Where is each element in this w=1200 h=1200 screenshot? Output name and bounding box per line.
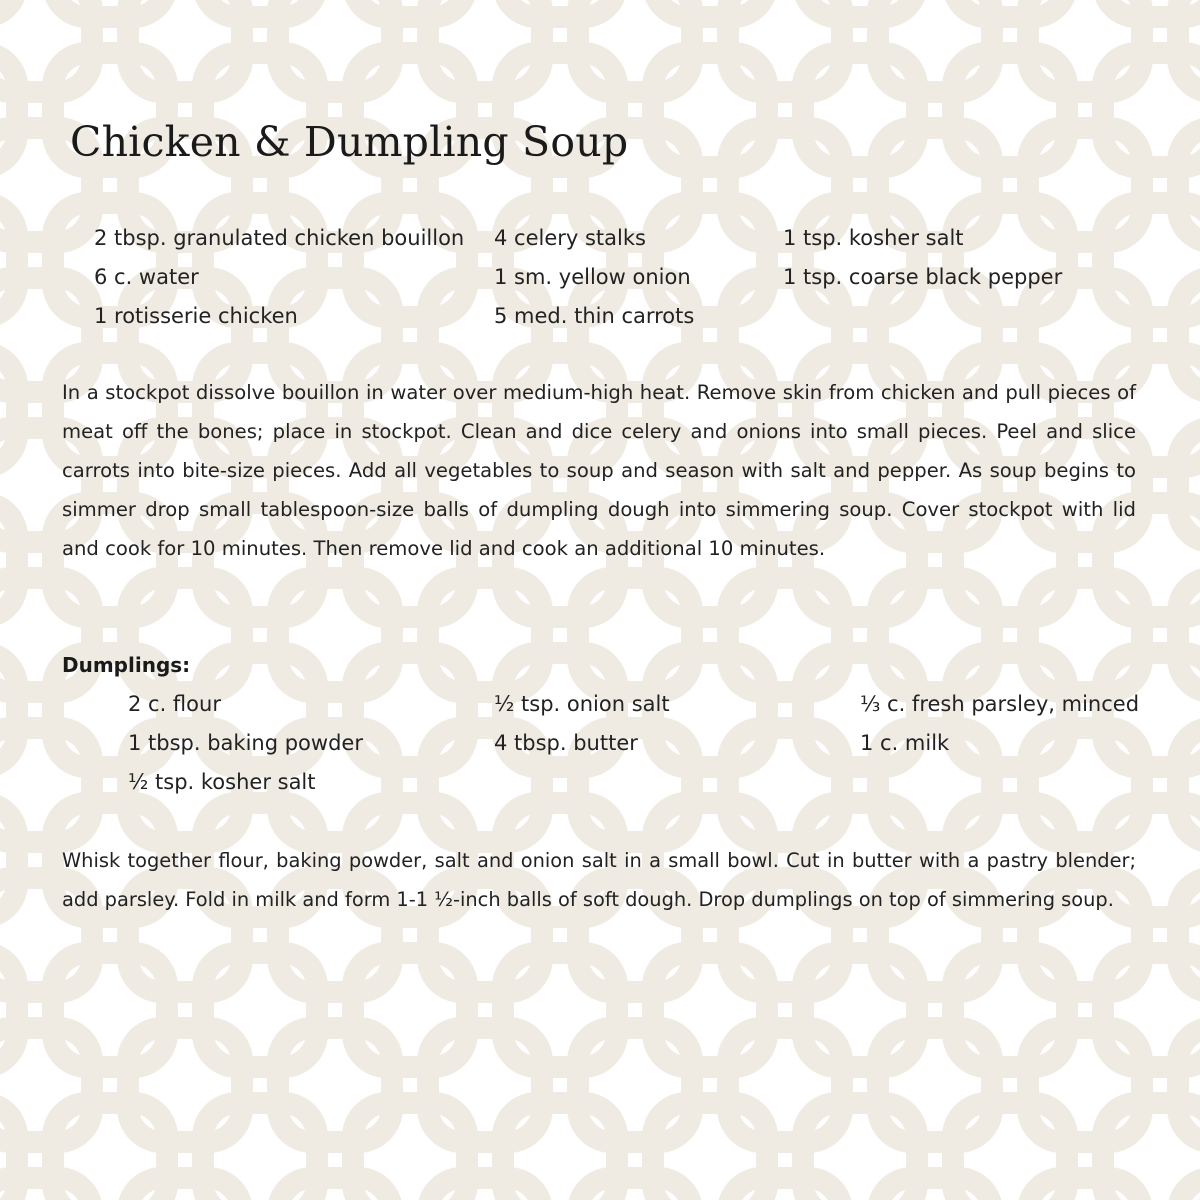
ingredient-item: 2 c. flour <box>128 692 221 716</box>
ingredient-item: 1 sm. yellow onion <box>494 265 691 289</box>
ingredients-column-3 <box>783 219 1062 297</box>
ingredient-item: 1 tsp. kosher salt <box>783 226 964 250</box>
ingredients-column-2 <box>494 219 694 336</box>
ingredient-item: 6 c. water <box>94 265 199 289</box>
soup-instructions: In a stockpot dissolve bouillon in water over medium-high heat. Remove skin from chicken and pull pieces of meat off the bones; place in stockpot. Clean and dice celery and onions into small pieces. Peel and slice carrots into bite-size pieces. Add all vegetables to soup and season with salt and pepper. As soup begins to simmer drop small tablespoon-size balls of dumpling dough into simmering soup. Cover stockpot with lid and cook for 10 minutes. Then remove lid and cook an additional 10 minutes. <box>62 381 1136 560</box>
ingredients-column-1 <box>94 219 464 336</box>
dumpling-ingredients-column-1 <box>128 685 363 802</box>
ingredient-item: 4 celery stalks <box>494 226 646 250</box>
ingredient-item: ½ tsp. kosher salt <box>128 770 316 794</box>
dumpling-ingredients-column-3 <box>860 685 1139 763</box>
ingredient-item: 1 c. milk <box>860 731 950 755</box>
ingredient-item: 1 rotisserie chicken <box>94 304 298 328</box>
ingredient-item: ½ tsp. onion salt <box>494 692 670 716</box>
dumpling-instructions: Whisk together flour, baking powder, salt and onion salt in a small bowl. Cut in butter with a pastry blender; add parsley. Fold in milk and form 1-1 ½-inch balls of soft dough. Drop dumplings on top of simmering soup. <box>62 849 1136 911</box>
dumpling-ingredients-column-2 <box>494 685 670 763</box>
ingredient-item: 1 tbsp. baking powder <box>128 731 363 755</box>
recipe-title: Chicken & Dumpling Soup <box>70 118 629 166</box>
dumplings-heading: Dumplings: <box>62 653 191 677</box>
ingredient-item: 1 tsp. coarse black pepper <box>783 265 1063 289</box>
ingredient-item: 4 tbsp. butter <box>494 731 638 755</box>
ingredient-item: 5 med. thin carrots <box>494 304 695 328</box>
ingredient-item: 2 tbsp. granulated chicken bouillon <box>94 226 465 250</box>
ingredient-item: ⅓ c. fresh parsley, minced <box>860 692 1140 716</box>
